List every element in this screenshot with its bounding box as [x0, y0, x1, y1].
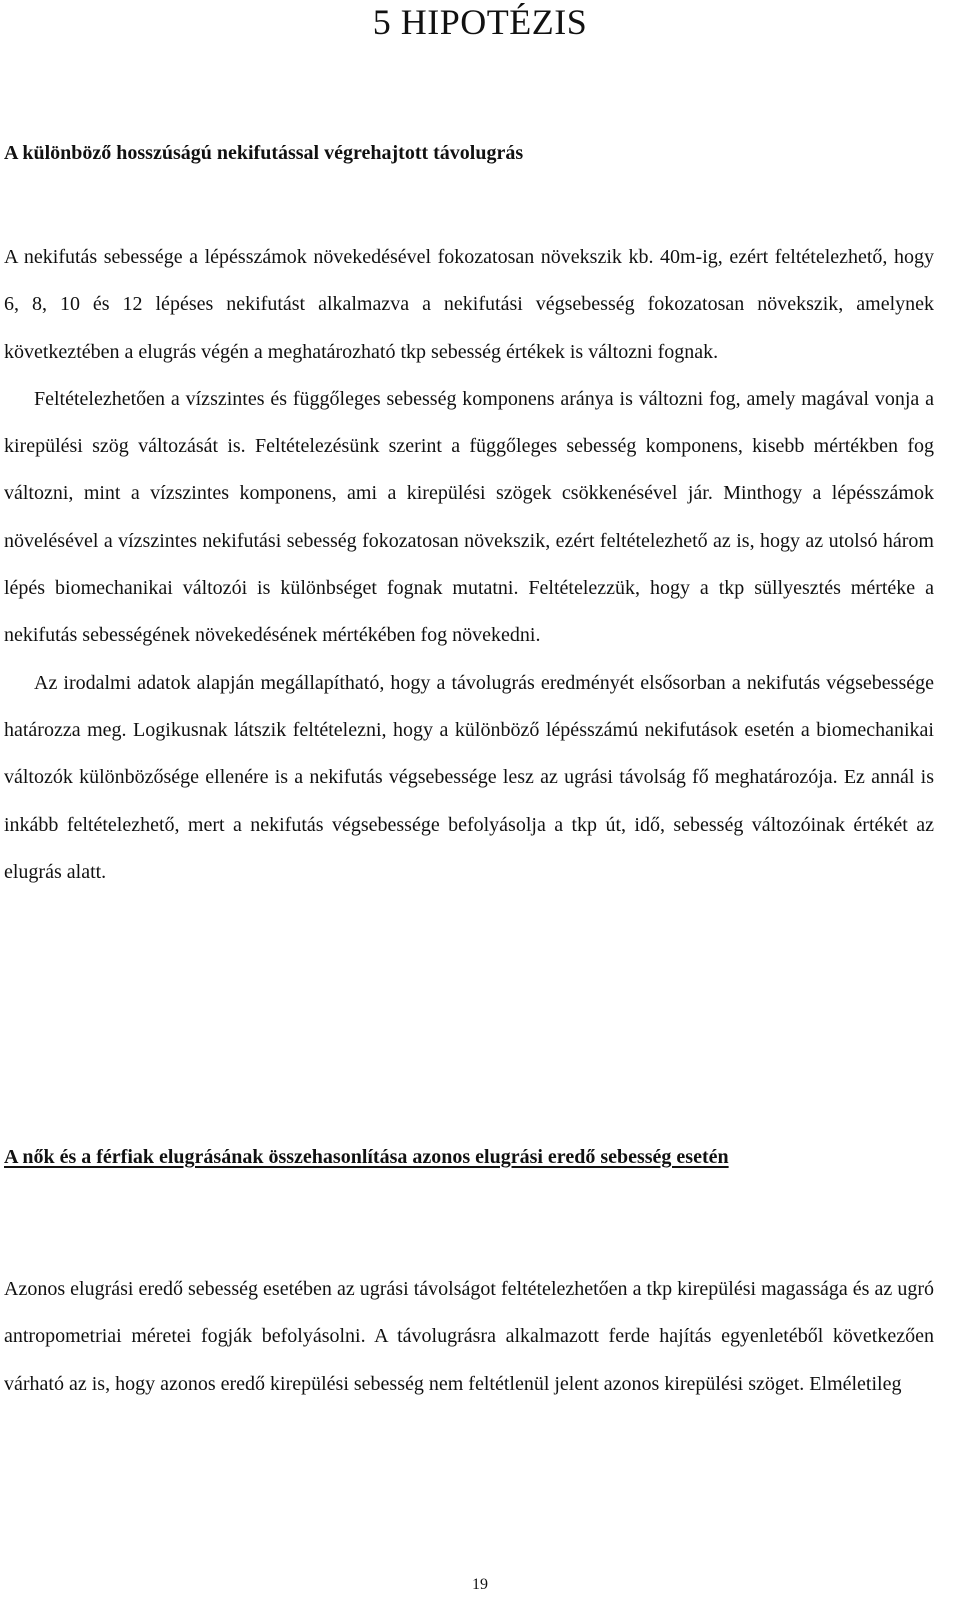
paragraph: Azonos elugrási eredő sebesség esetében az ugrási távolságot feltételezhetően a tkp kirepülési magassága és az ugró antropometriai méretei fogják befolyásolni. A távolugrásra alkalmazott ferde hajítás egyenletéből következően várható az is, hogy azonos eredő kirepülési sebesség nem feltétlenül jelent azonos kirepülési szöget. Elméletileg	[4, 1278, 934, 1395]
paragraph: Feltételezhetően a vízszintes és függőleges sebesség komponens aránya is változni fog, amely magával vonja a kirepülési szög változását is. Feltételezésünk szerint a függőleges sebesség komponens, kisebb mértékben fog változni, mint a vízszintes komponens, ami a kirepülési szögek csökkenésével jár. Minthogy a lépésszámok növelésével a vízszintes nekifutási sebesség fokozatosan növekszik, ezért feltételezhető az is, hogy az utolsó három lépés biomechanikai változói is különbséget fognak mutatni. Feltételezzük, hogy a tkp süllyesztés mértéke a nekifutás sebességének növekedésének mértékében fog növekedni.	[4, 387, 934, 647]
section-body-long-jump	[4, 234, 934, 896]
section-heading-long-jump: A különböző hosszúságú nekifutással végrehajtott távolugrás	[4, 142, 524, 164]
section-body-women-men-comparison	[4, 1266, 934, 1408]
section-heading-women-men-comparison: A nők és a férfiak elugrásának összehasonlítása azonos elugrási eredő sebesség esetén	[4, 1146, 729, 1168]
chapter-title: 5 HIPOTÉZIS	[372, 2, 588, 42]
paragraph: Az irodalmi adatok alapján megállapítható, hogy a távolugrás eredményét elsősorban a nekifutás végsebessége határozza meg. Logikusnak látszik feltételezni, hogy a különböző lépésszámú nekifutások esetén a biomechanikai változók különbözősége ellenére is a nekifutás végsebessége lesz az ugrási távolság fő meghatározója. Ez annál is inkább feltételezhető, mert a nekifutás végsebessége befolyásolja a tkp út, idő, sebesség változóinak értékét az elugrás alatt.	[4, 671, 934, 883]
paragraph: A nekifutás sebessége a lépésszámok növekedésével fokozatosan növekszik kb. 40m-ig, ezért feltételezhető, hogy 6, 8, 10 és 12 lépéses nekifutást alkalmazva a nekifutási végsebesség fokozatosan növekszik, amelynek következtében a elugrás végén a meghatározható tkp sebesség értékek is változni fognak.	[4, 246, 934, 363]
page-number: 19	[472, 1576, 488, 1593]
